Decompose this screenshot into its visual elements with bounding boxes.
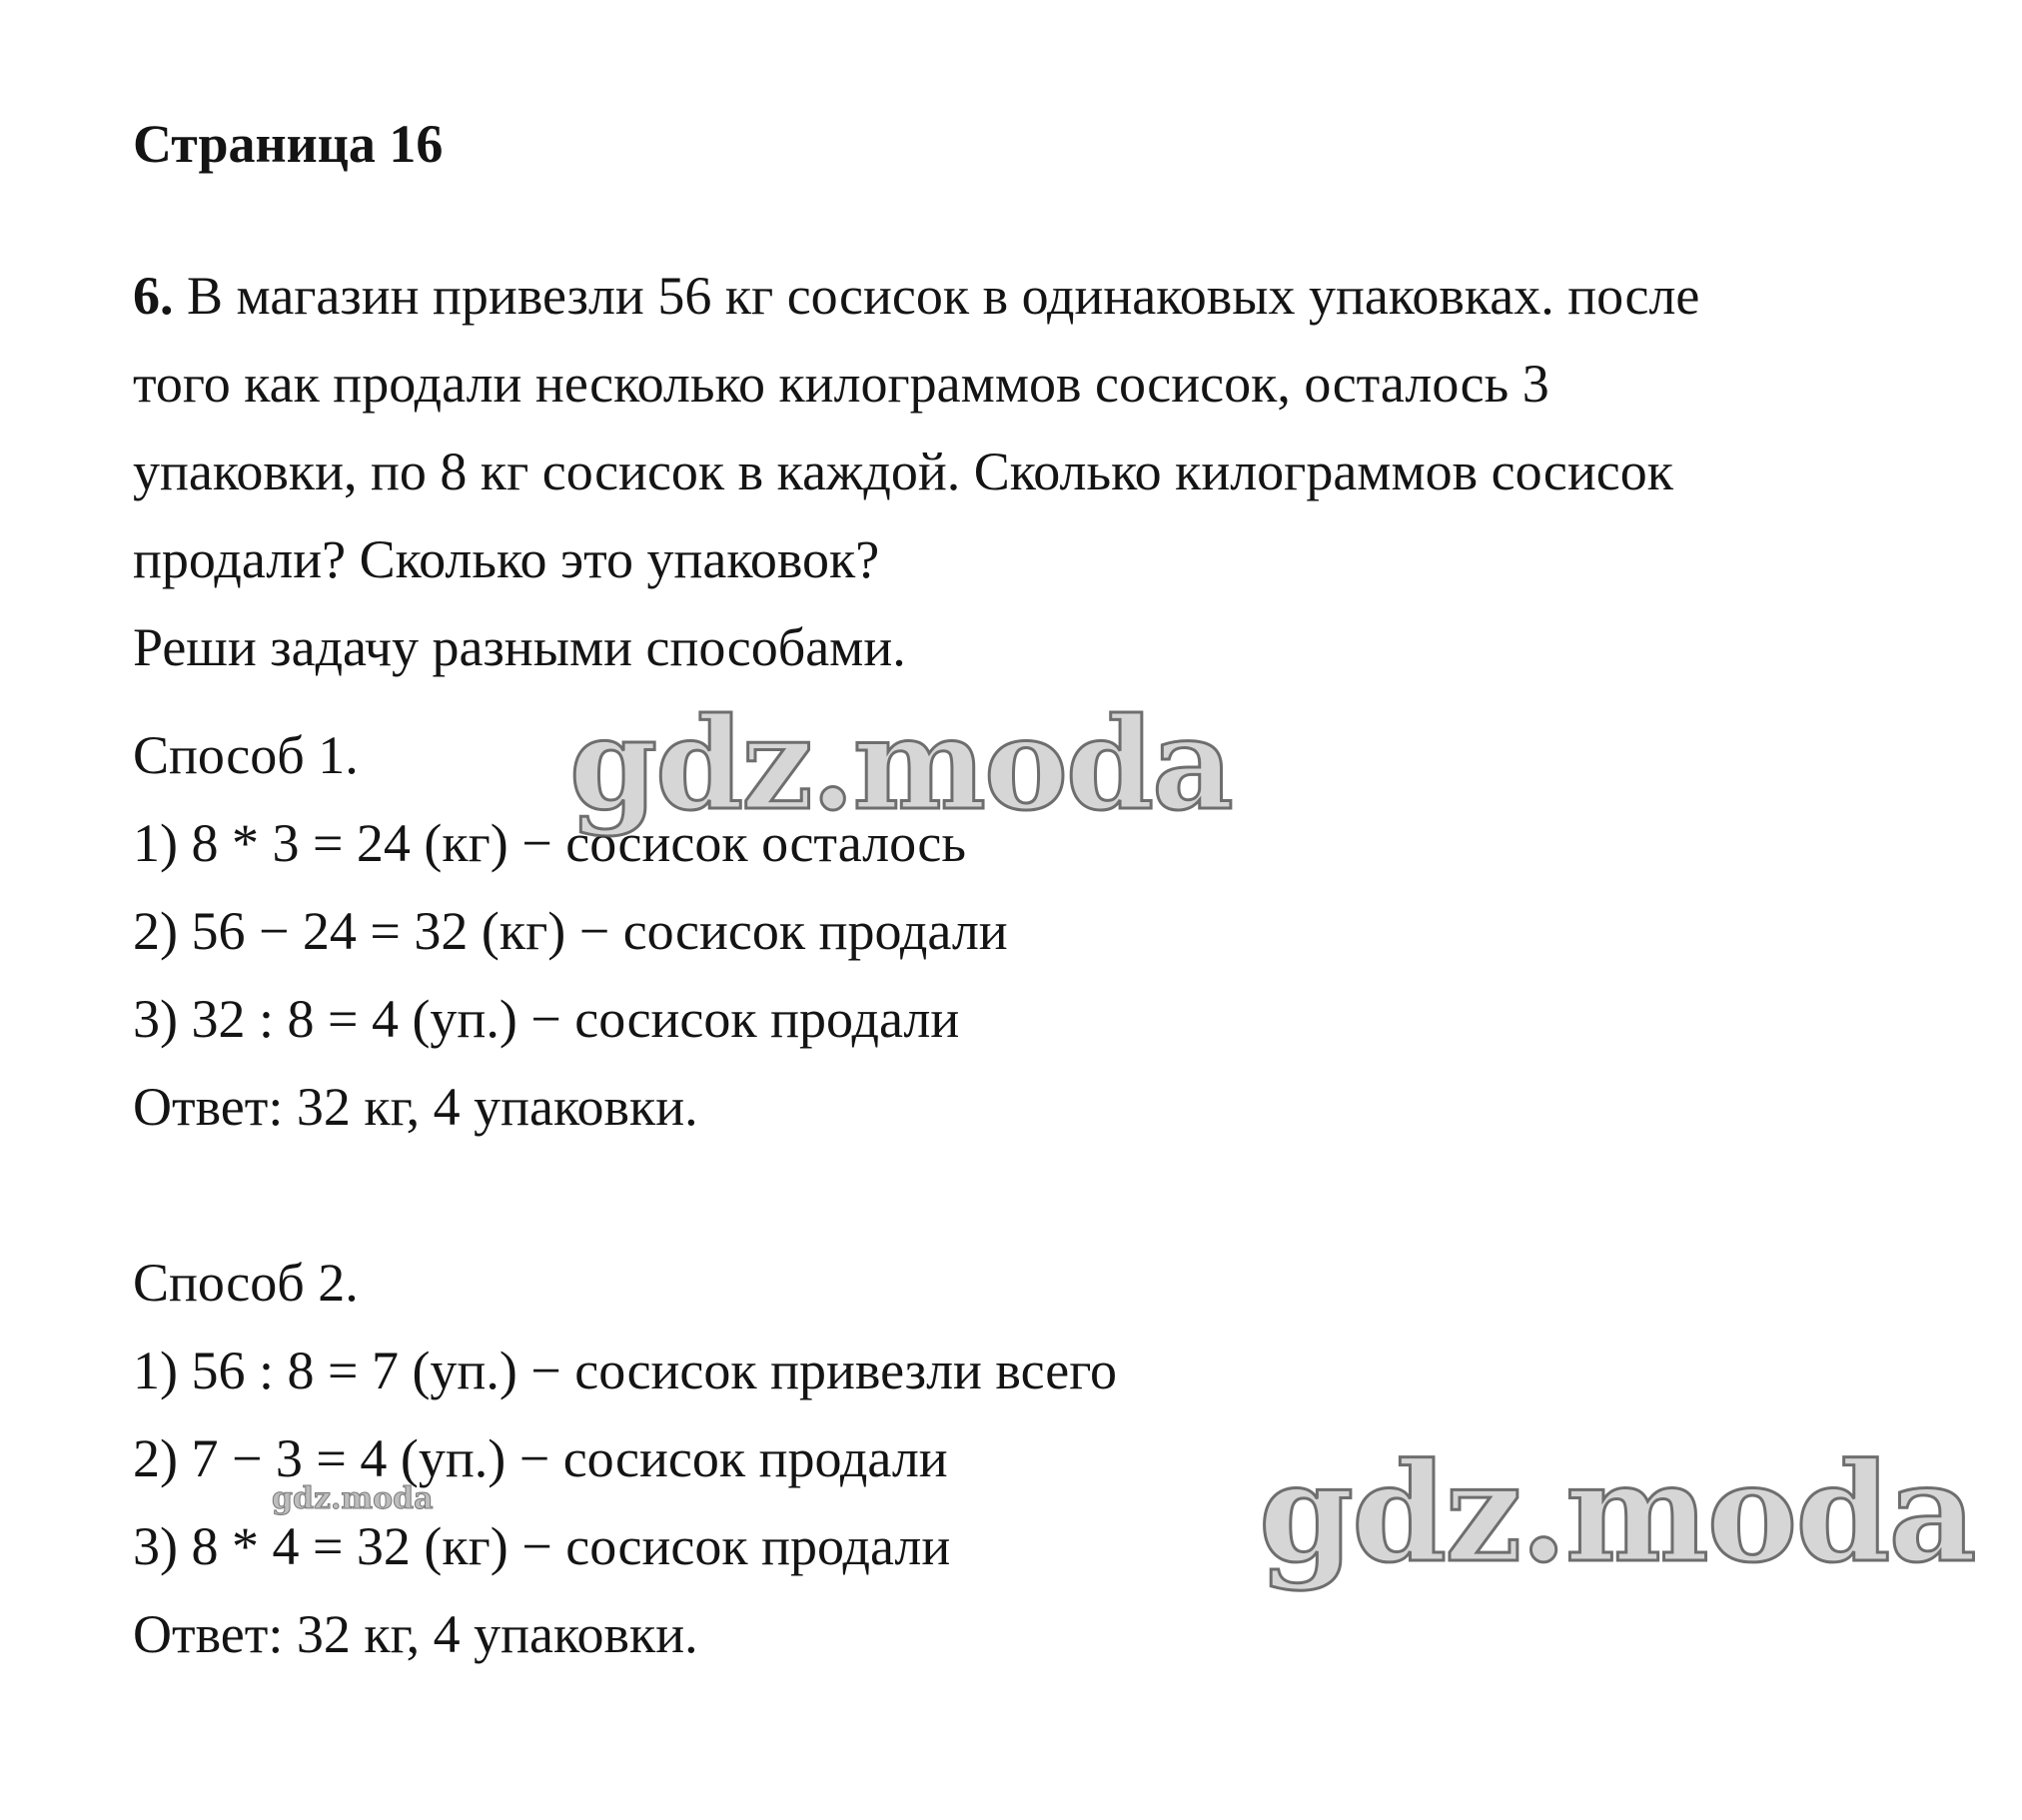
task-number: 6. <box>133 266 174 326</box>
solution-step: 3) 8 * 4 = 32 (кг) − сосисок продали <box>133 1516 951 1576</box>
task-line: того как продали несколько килограммов сосисок, осталось 3 <box>133 354 1549 414</box>
solution-step: 3) 32 : 8 = 4 (уп.) − сосисок продали <box>133 989 960 1049</box>
solution-step: 1) 8 * 3 = 24 (кг) − сосисок осталось <box>133 813 967 873</box>
task-line: упаковки, по 8 кг сосисок в каждой. Сколько килограммов сосисок <box>133 442 1674 501</box>
task-line <box>133 252 1891 340</box>
watermark: gdz.moda <box>569 690 1232 838</box>
task-line-text: В магазин привезли 56 кг сосисок в одинаковых упаковках. после <box>173 266 1700 326</box>
solution-step: 2) 56 − 24 = 32 (кг) − сосисок продали <box>133 901 1008 961</box>
answer-line: Ответ: 32 кг, 4 упаковки. <box>133 1604 698 1664</box>
task-instruction: Реши задачу разными способами. <box>133 617 906 677</box>
page-title: Страница 16 <box>133 114 444 174</box>
method-title: Способ 1. <box>133 725 359 785</box>
task-line: продали? Сколько это упаковок? <box>133 529 880 589</box>
solution-step: 1) 56 : 8 = 7 (уп.) − сосисок привезли всего <box>133 1341 1117 1400</box>
watermark-small: gdz.moda <box>272 1481 434 1516</box>
solution-method-2 <box>133 1239 1117 1678</box>
solution-step: 2) 7 − 3 = 4 (уп.) − сосисок продали <box>133 1428 948 1488</box>
answer-line: Ответ: 32 кг, 4 упаковки. <box>133 1077 698 1137</box>
watermark: gdz.moda <box>1259 1433 1975 1593</box>
method-title: Способ 2. <box>133 1253 359 1313</box>
task-statement <box>133 252 1891 691</box>
